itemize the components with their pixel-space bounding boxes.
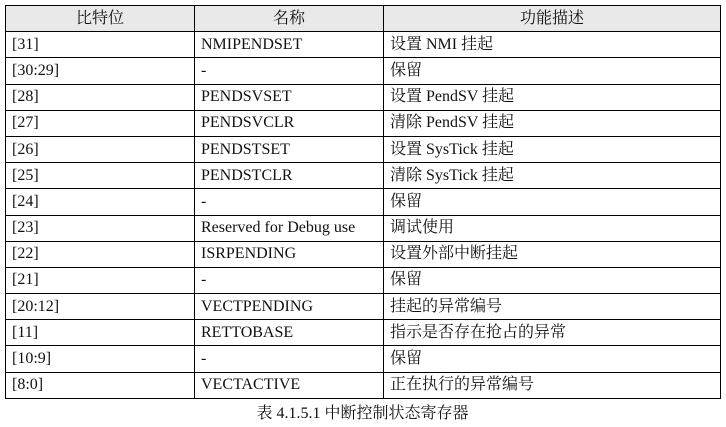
- description-cell: 保留: [384, 346, 721, 372]
- description-cell: 保留: [384, 58, 721, 84]
- header-bit: 比特位: [6, 6, 195, 32]
- bit-cell: [30:29]: [6, 58, 195, 84]
- bit-cell: [24]: [6, 189, 195, 215]
- description-cell: 设置 SysTick 挂起: [384, 136, 721, 162]
- table-caption: 表 4.1.5.1 中断控制状态寄存器: [256, 404, 469, 422]
- table-row: [6, 215, 721, 241]
- bit-cell: [25]: [6, 163, 195, 189]
- bit-cell: [28]: [6, 84, 195, 110]
- description-cell: 调试使用: [384, 215, 721, 241]
- register-table: [5, 5, 721, 399]
- description-cell: 设置外部中断挂起: [384, 241, 721, 267]
- description-cell: 指示是否存在抢占的异常: [384, 320, 721, 346]
- description-cell: 设置 PendSV 挂起: [384, 84, 721, 110]
- table-row: [6, 267, 721, 293]
- bit-cell: [21]: [6, 267, 195, 293]
- header-name: 名称: [195, 6, 384, 32]
- name-cell: VECTACTIVE: [195, 372, 384, 398]
- table-row: [6, 346, 721, 372]
- description-cell: 设置 NMI 挂起: [384, 32, 721, 58]
- table-row: [6, 110, 721, 136]
- description-cell: 保留: [384, 189, 721, 215]
- description-cell: 正在执行的异常编号: [384, 372, 721, 398]
- name-cell: PENDSVSET: [195, 84, 384, 110]
- table-header-row: [6, 6, 721, 32]
- name-cell: -: [195, 267, 384, 293]
- name-cell: -: [195, 58, 384, 84]
- table-row: [6, 163, 721, 189]
- bit-cell: [20:12]: [6, 294, 195, 320]
- bit-cell: [8:0]: [6, 372, 195, 398]
- table-row: [6, 372, 721, 398]
- name-cell: -: [195, 189, 384, 215]
- register-table-container: [5, 5, 720, 423]
- name-cell: PENDSTSET: [195, 136, 384, 162]
- bit-cell: [31]: [6, 32, 195, 58]
- name-cell: PENDSVCLR: [195, 110, 384, 136]
- name-cell: -: [195, 346, 384, 372]
- name-cell: RETTOBASE: [195, 320, 384, 346]
- name-cell: NMIPENDSET: [195, 32, 384, 58]
- description-cell: 清除 PendSV 挂起: [384, 110, 721, 136]
- table-row: [6, 58, 721, 84]
- bit-cell: [10:9]: [6, 346, 195, 372]
- bit-cell: [23]: [6, 215, 195, 241]
- table-row: [6, 294, 721, 320]
- table-row: [6, 136, 721, 162]
- name-cell: VECTPENDING: [195, 294, 384, 320]
- table-row: [6, 32, 721, 58]
- table-row: [6, 84, 721, 110]
- header-description: 功能描述: [384, 6, 721, 32]
- bit-cell: [27]: [6, 110, 195, 136]
- description-cell: 清除 SysTick 挂起: [384, 163, 721, 189]
- name-cell: PENDSTCLR: [195, 163, 384, 189]
- bit-cell: [26]: [6, 136, 195, 162]
- table-row: [6, 320, 721, 346]
- description-cell: 保留: [384, 267, 721, 293]
- name-cell: ISRPENDING: [195, 241, 384, 267]
- table-row: [6, 241, 721, 267]
- description-cell: 挂起的异常编号: [384, 294, 721, 320]
- bit-cell: [22]: [6, 241, 195, 267]
- bit-cell: [11]: [6, 320, 195, 346]
- name-cell: Reserved for Debug use: [195, 215, 384, 241]
- table-row: [6, 189, 721, 215]
